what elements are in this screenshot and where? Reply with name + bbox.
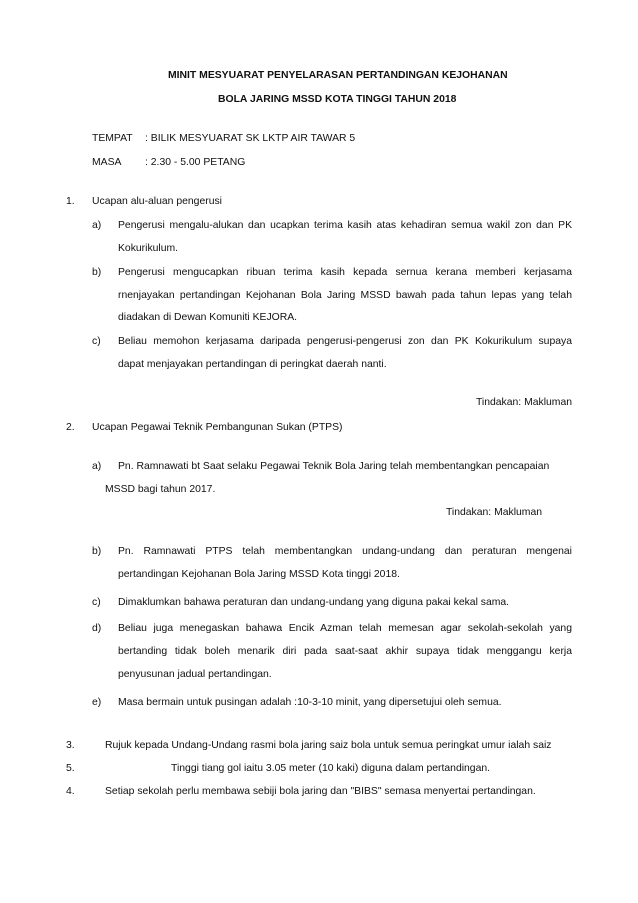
section-2-c-label: c) <box>92 597 101 608</box>
section-1-number: 1. <box>66 196 75 207</box>
section-2-d-line-2: bertanding tidak boleh menarik diri pada saat-saat akhir supaya tidak menggangu kerja <box>118 646 572 657</box>
section-2-e-label: e) <box>92 697 102 708</box>
document-title-line-2: BOLA JARING MSSD KOTA TINGGI TAHUN 2018 <box>218 94 457 105</box>
section-2-c-line-1: Dimaklumkan bahawa peraturan dan undang-undang yang diguna pakai kekal sama. <box>118 597 510 608</box>
section-1-heading: Ucapan alu-aluan pengerusi <box>92 196 222 207</box>
place-label: TEMPAT <box>92 133 133 144</box>
section-1-b-line-1: Pengerusi mengucapkan ribuan terima kasih kepada sernua kerana memberi kerjasama <box>118 267 572 278</box>
section-5-line-1: Tinggi tiang gol iaitu 3.05 meter (10 kaki) diguna dalam pertandingan. <box>171 763 491 774</box>
section-1-a-label: a) <box>92 220 102 231</box>
section-2-b-label: b) <box>92 546 102 557</box>
section-2-a-line-2: MSSD bagi tahun 2017. <box>105 484 216 495</box>
section-2-d-line-3: penyusunan jadual pertandingan. <box>118 669 272 680</box>
section-3-line-1: Rujuk kepada Undang-Undang rasmi bola jaring saiz bola untuk semua peringkat umur ialah saiz <box>105 740 552 751</box>
section-2-number: 2. <box>66 422 75 433</box>
section-2-action: Tindakan: Makluman <box>445 507 542 518</box>
section-2-heading: Ucapan Pegawai Teknik Pembangunan Sukan (PTPS) <box>92 422 343 433</box>
section-3-number: 3. <box>66 740 75 751</box>
section-2-a-label: a) <box>92 461 102 472</box>
section-1-a-line-2: Kokurikulum. <box>118 243 179 254</box>
place-value: : BILIK MESYUARAT SK LKTP AIR TAWAR 5 <box>145 133 356 144</box>
section-1-action: Tindakan: Makluman <box>475 397 572 408</box>
time-label: MASA <box>92 157 122 168</box>
section-5-number: 5. <box>66 763 75 774</box>
time-value: : 2.30 - 5.00 PETANG <box>145 157 246 168</box>
section-1-b-label: b) <box>92 267 102 278</box>
section-2-d-label: d) <box>92 623 102 634</box>
section-2-e-line-1: Masa bermain untuk pusingan adalah :10-3-10 minit, yang dipersetujui oleh semua. <box>118 697 502 708</box>
section-1-c-line-1: Beliau memohon kerjasama daripada pengerusi-pengerusi zon dan PK Kokurikulum supaya <box>118 336 572 347</box>
document-title-line-1: MINIT MESYUARAT PENYELARASAN PERTANDINGAN KEJOHANAN <box>168 70 508 81</box>
section-1-b-line-3: diadakan di Dewan Komuniti KEJORA. <box>118 312 298 323</box>
section-1-c-line-2: dapat menjayakan pertandingan di peringkat daerah nanti. <box>118 359 387 370</box>
section-2-b-line-2: pertandingan Kejohanan Bola Jaring MSSD Kota tinggi 2018. <box>118 569 400 580</box>
section-4-line-1: Setiap sekolah perlu membawa sebiji bola jaring dan "BIBS" semasa menyertai pertandingan. <box>105 786 536 797</box>
section-1-c-label: c) <box>92 336 101 347</box>
section-1-b-line-2: rnenjayakan pertandingan Kejohanan Bola Jaring MSSD bawah pada tahun lepas yang telah <box>118 290 572 301</box>
section-2-a-line-1: Pn. Ramnawati bt Saat selaku Pegawai Teknik Bola Jaring telah membentangkan pencapaian <box>118 461 550 472</box>
section-2-d-line-1: Beliau juga menegaskan bahawa Encik Azman telah memesan agar sekolah-sekolah yang <box>118 623 572 634</box>
section-4-number: 4. <box>66 786 75 797</box>
section-2-b-line-1: Pn. Ramnawati PTPS telah membentangkan undang-undang dan peraturan mengenai <box>118 546 572 557</box>
section-1-a-line-1: Pengerusi mengalu-alukan dan ucapkan terima kasih atas kehadiran semua wakil zon dan PK <box>118 220 572 231</box>
